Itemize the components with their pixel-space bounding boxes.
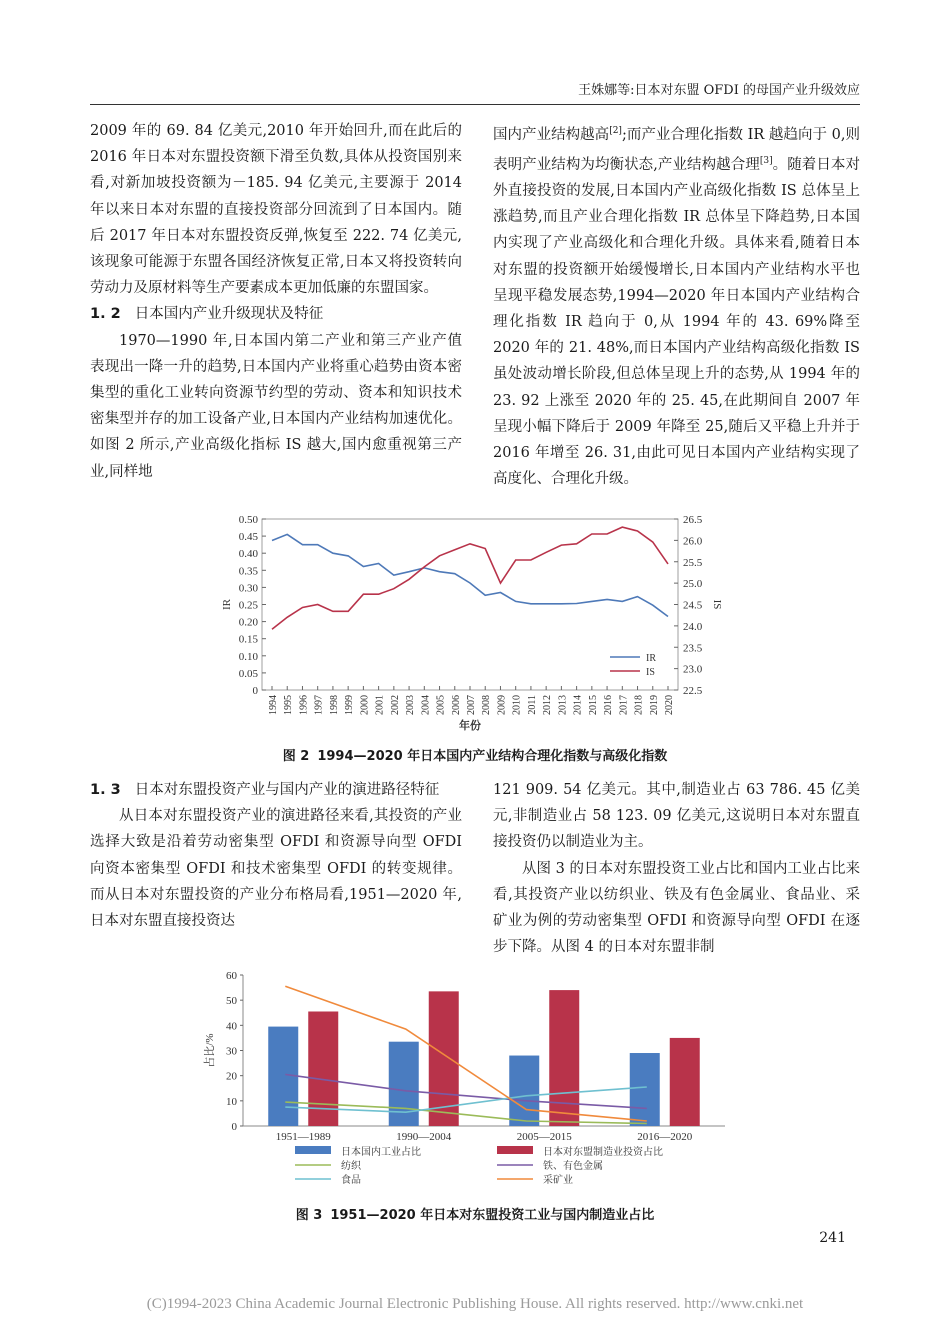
y-left-tick-label: 0.05 xyxy=(238,667,258,680)
x-tick-label: 2008 xyxy=(481,695,493,715)
x-tick-label: 2004 xyxy=(420,695,432,715)
x-tick-label: 2017 xyxy=(618,695,630,715)
x-tick-label: 1990—2004 xyxy=(396,1131,452,1143)
legend-label: 采矿业 xyxy=(543,1175,573,1186)
copyright-footer: (C)1994-2023 China Academic Journal Electronic Publishing House. All rights reserved. http://www.cnki.net xyxy=(146,1296,804,1312)
figure-3-chart xyxy=(195,965,735,1197)
series-line-IS xyxy=(272,527,668,629)
x-tick-label: 2005 xyxy=(435,695,447,715)
y-left-tick-label: 0.40 xyxy=(238,548,258,561)
text-run: 国内产业结构越高 xyxy=(493,126,610,143)
y-left-tick-label: 0.30 xyxy=(238,582,258,595)
left-column-top xyxy=(90,118,462,485)
bar-1 xyxy=(549,990,579,1126)
figure-2-chart xyxy=(200,505,760,735)
x-axis-label: 年份 xyxy=(459,720,481,732)
x-tick-label: 2013 xyxy=(557,695,569,715)
figure-2-caption xyxy=(0,745,950,764)
x-tick-label: 2007 xyxy=(466,695,477,715)
paragraph: 2009 年的 69. 84 亿美元,2010 年开始回升,而在此后的 2016 年日本对东盟投资额下滑至负数,具体从投资国别来看,对新加坡投资额为－185. 94 亿美元,主要源于 2014 年以来日本对东盟的直接投资部分回流到了日本国内。随后 2017 年日本对东盟投资反弹,恢复至 222. 74 亿美元,该现象可能源于东盟各国经济恢复正常,日本又将投资转向劳动力及原材料等生产要素成本更加低廉的东盟国家。 xyxy=(90,123,462,297)
y-left-tick-label: 0.20 xyxy=(238,616,258,629)
y-tick-label: 0 xyxy=(231,1121,237,1133)
bar-1 xyxy=(670,1038,700,1126)
legend-label: 日本对东盟制造业投资占比 xyxy=(543,1147,663,1158)
legend-label: 铁、有色金属 xyxy=(543,1161,603,1172)
y-tick-label: 60 xyxy=(226,970,237,982)
right-column-bottom xyxy=(493,777,860,960)
y-left-tick-label: 0 xyxy=(252,685,258,697)
text-run: 。随着日本对外直接投资的发展,日本国内产业高级化指数 IS 总体呈上涨趋势,而且产业合理化指数 IR 总体呈下降趋势,日本国内实现了产业高级化和合理化升级。具体来看,随着日本对东盟的投资额开始缓慢增长,日本国内产业结构水平也呈现平稳发展态势,1994—2020 年日本国内产业结构合理化指数 IR 趋向于 0,从 1994 年的 43. 69%降至 2020 年的 21. 48%,而日本国内产业结构高级化指数 IS 虽处波动增长阶段,但总体呈现上升的态势,从 1994 年的 23. 92 上涨至 2020 年的 25. 45,在此期间自 2007 年呈现小幅下降后于 2009 年降至 25,随后又平稳上升并于 2016 年增至 26. 31,由此可见日本国内产业结构实现了高度化、合理化升级。 xyxy=(493,156,861,488)
left-column-bottom xyxy=(90,777,462,934)
bar-0 xyxy=(389,1042,419,1126)
x-tick-label: 2014 xyxy=(572,695,584,715)
x-tick-label: 2016 xyxy=(603,695,615,715)
y-axis-label: 占比/% xyxy=(204,1033,216,1068)
x-tick-label: 2019 xyxy=(648,695,660,715)
series-line-IR xyxy=(272,534,668,616)
x-tick-label: 1999 xyxy=(344,695,356,715)
paragraph xyxy=(493,118,860,493)
y-right-tick-label: 24.0 xyxy=(683,620,703,633)
figure-number: 图 3 xyxy=(295,1208,323,1223)
y-left-tick-label: 0.35 xyxy=(238,565,258,578)
y-right-tick-label: 26.0 xyxy=(683,535,703,548)
x-tick-label: 2001 xyxy=(374,695,386,715)
legend-swatch-bar xyxy=(295,1146,331,1154)
x-tick-label: 2012 xyxy=(542,695,554,715)
page-number: 241 xyxy=(819,1230,846,1246)
y-right-tick-label: 26.5 xyxy=(683,514,703,526)
section-heading-1-2 xyxy=(90,301,462,327)
line-series-2 xyxy=(285,1087,647,1112)
section-heading-1-3 xyxy=(90,777,462,803)
figure-number: 图 2 xyxy=(282,749,310,764)
x-tick-label: 2016—2020 xyxy=(637,1131,693,1143)
citation[interactable]: [2] xyxy=(609,126,622,136)
y-left-tick-label: 0.25 xyxy=(238,599,258,612)
x-tick-label: 2015 xyxy=(587,695,599,715)
x-tick-label: 1996 xyxy=(298,695,310,715)
y-tick-label: 10 xyxy=(226,1095,237,1108)
running-header xyxy=(90,78,860,105)
text-run: ;而产业合理化指数 IR 越趋向于 0,则表明产业结构为均衡状态,产业结构越合理 xyxy=(493,126,861,173)
section-number: 1. 3 xyxy=(90,782,121,798)
figure-3-caption xyxy=(0,1204,950,1223)
x-tick-label: 2005—2015 xyxy=(516,1131,572,1143)
x-tick-label: 2009 xyxy=(496,695,508,715)
legend-swatch-bar xyxy=(497,1146,533,1154)
line-series-3 xyxy=(285,986,647,1121)
legend-label: 纺织 xyxy=(341,1161,361,1172)
citation[interactable]: [3] xyxy=(759,156,773,167)
running-title: 王姝娜等:日本对东盟 OFDI 的母国产业升级效应 xyxy=(578,83,860,98)
section-title: 日本国内产业升级现状及特征 xyxy=(134,306,324,323)
y-right-tick-label: 24.5 xyxy=(683,599,703,612)
y-tick-label: 40 xyxy=(226,1020,237,1033)
figure-caption-text: 1994—2020 年日本国内产业结构合理化指数与高级化指数 xyxy=(317,749,668,764)
section-title: 日本对东盟投资产业与国内产业的演进路径特征 xyxy=(134,782,440,798)
x-tick-label: 2010 xyxy=(511,695,523,715)
x-tick-label: 1994 xyxy=(268,695,279,715)
paragraph: 1970—1990 年,日本国内第二产业和第三产业产值表现出一降一升的趋势,日本国内产业将重心趋势由资本密集型的重化工业转向资源节约型的劳动、资本和知识技术密集型并存的加工设备产业,日本国内产业结构加速优化。如图 2 所示,产业高级化指标 IS 越大,国内愈重视第三产业,同样地 xyxy=(90,332,462,480)
x-tick-label: 2006 xyxy=(450,695,462,715)
x-tick-label: 1951—1989 xyxy=(275,1131,331,1143)
x-tick-label: 1998 xyxy=(328,695,340,715)
y-right-axis-label: IS xyxy=(711,599,723,610)
x-tick-label: 2011 xyxy=(526,695,538,715)
y-right-tick-label: 23.5 xyxy=(683,642,703,655)
y-right-tick-label: 25.0 xyxy=(683,578,703,591)
paragraph: 从日本对东盟投资产业的演进路径来看,其投资的产业选择大致是沿着劳动密集型 OFDI 和资源导向型 OFDI 向资本密集型 OFDI 和技术密集型 OFDI 的转变规律。而从日本对东盟投资的产业分布格局看,1951—2020 年,日本对东盟直接投资达 xyxy=(90,808,462,930)
y-left-tick-label: 0.45 xyxy=(238,531,258,544)
y-left-tick-label: 0.15 xyxy=(238,633,258,646)
paragraph: 从图 3 的日本对东盟投资工业占比和国内工业占比来看,其投资产业以纺织业、铁及有色金属业、食品业、采矿业为例的劳动密集型 OFDI 和资源导向型 OFDI 在逐步下降。从图 4 的日本对东盟非制 xyxy=(493,860,860,956)
bar-0 xyxy=(630,1053,660,1126)
right-column-top xyxy=(493,118,860,493)
bar-0 xyxy=(509,1056,539,1126)
y-left-axis-label: IR xyxy=(221,599,233,610)
legend-label: 日本国内工业占比 xyxy=(341,1147,421,1158)
x-tick-label: 2000 xyxy=(359,695,371,715)
y-right-tick-label: 22.5 xyxy=(683,685,703,697)
paragraph: 121 909. 54 亿美元。其中,制造业占 63 786. 45 亿美元,非制造业占 58 123. 09 亿美元,这说明日本对东盟直接投资仍以制造业为主。 xyxy=(493,782,860,851)
y-right-tick-label: 25.5 xyxy=(683,556,703,569)
x-tick-label: 1995 xyxy=(283,695,295,715)
y-tick-label: 50 xyxy=(226,995,237,1008)
x-tick-label: 1997 xyxy=(313,695,325,715)
figure-caption-text: 1951—2020 年日本对东盟投资工业与国内制造业占比 xyxy=(330,1208,655,1223)
y-tick-label: 30 xyxy=(226,1045,237,1058)
legend-label-IR: IR xyxy=(646,653,656,664)
x-tick-label: 2002 xyxy=(389,695,401,715)
y-left-tick-label: 0.10 xyxy=(238,650,258,663)
x-tick-label: 2018 xyxy=(633,695,645,715)
y-tick-label: 20 xyxy=(226,1070,237,1083)
y-left-tick-label: 0.50 xyxy=(238,514,258,526)
x-tick-label: 2020 xyxy=(664,695,675,715)
section-number: 1. 2 xyxy=(90,306,121,323)
legend-label-IS: IS xyxy=(646,667,655,678)
x-tick-label: 2003 xyxy=(405,695,417,715)
legend-label: 食品 xyxy=(341,1175,361,1186)
y-right-tick-label: 23.0 xyxy=(683,663,703,676)
